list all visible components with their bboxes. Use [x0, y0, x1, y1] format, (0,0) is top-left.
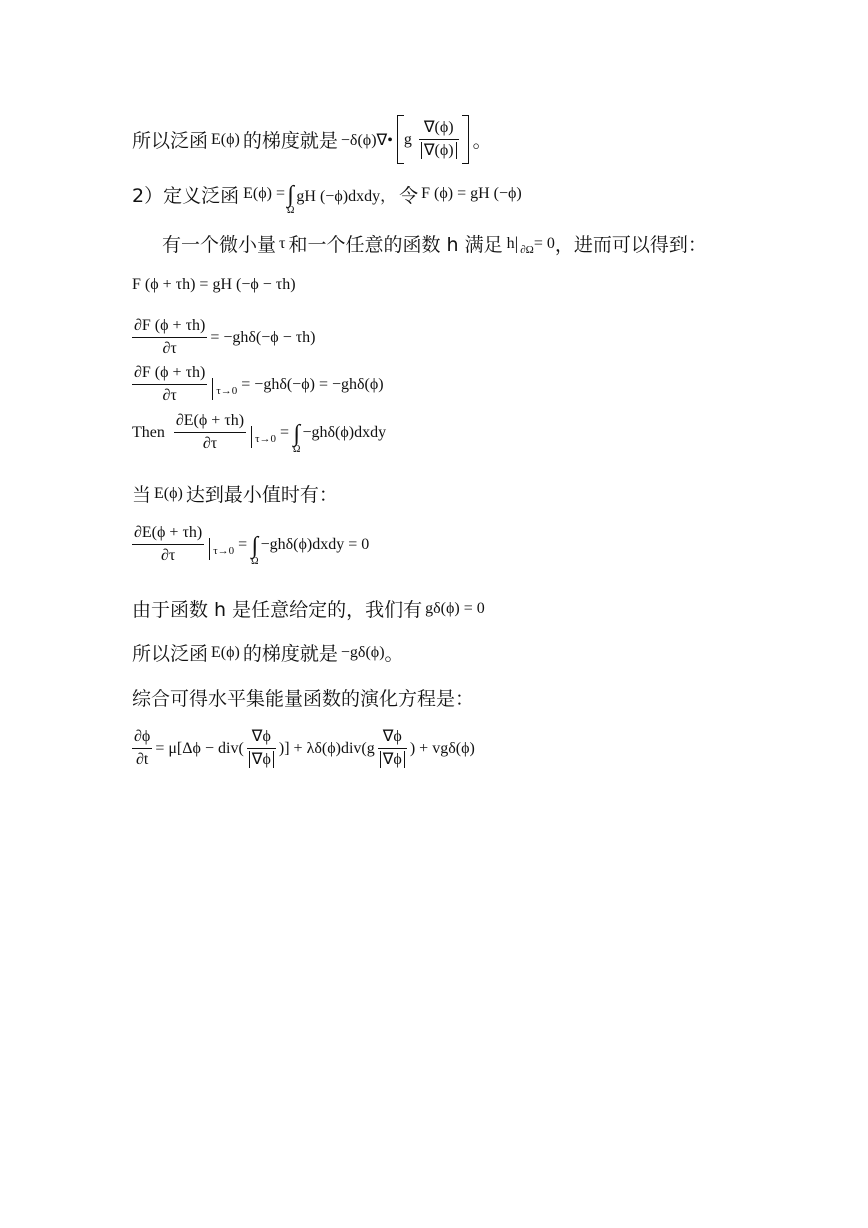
- numerator: ∂E(ϕ + τh): [134, 524, 203, 541]
- denominator: ∇(ϕ): [421, 142, 457, 159]
- denominator: ∇ϕ: [380, 751, 405, 768]
- evolution-equation: [132, 728, 475, 769]
- integral: ∫ Ω: [251, 532, 259, 567]
- math: = −ghδ(−ϕ − τh): [210, 328, 316, 346]
- equation-line-7: [132, 412, 386, 453]
- fraction: [378, 728, 407, 769]
- text: 。: [472, 130, 492, 152]
- denominator: ∂τ: [162, 340, 177, 357]
- math: = 0: [533, 234, 555, 252]
- math: E(ϕ): [211, 643, 240, 661]
- numerator: ∇(ϕ): [423, 119, 454, 136]
- denominator: ∂τ: [160, 547, 176, 564]
- math: E(ϕ): [154, 484, 183, 502]
- numerator: ∂F (ϕ + τh): [134, 317, 206, 334]
- math: =: [238, 535, 248, 553]
- text: 所以泛函: [132, 130, 209, 152]
- fraction: [132, 317, 207, 358]
- text-line-8: [132, 480, 338, 507]
- text: 所以泛函: [132, 643, 209, 665]
- math: −gδ(ϕ): [340, 643, 385, 661]
- numerator: ∂F (ϕ + τh): [134, 364, 206, 381]
- text: 的梯度就是: [242, 643, 338, 665]
- bracket-expression: [397, 115, 469, 164]
- math: τ: [279, 234, 286, 252]
- subscript: τ→0: [213, 544, 235, 557]
- fraction: [132, 728, 152, 769]
- subscript: τ→0: [255, 432, 277, 445]
- definition-line-2: [132, 178, 522, 216]
- numerator: ∂ϕ: [134, 728, 151, 745]
- subscript: ∂Ω: [520, 243, 534, 256]
- text: 有一个微小量: [162, 234, 277, 256]
- math: Then: [132, 423, 165, 441]
- math: gH (−ϕ)dxdy，: [296, 187, 397, 205]
- denominator: ∂t: [135, 751, 149, 768]
- math: ) + vgδ(ϕ): [409, 739, 475, 757]
- text-line-10: [132, 595, 485, 622]
- equation-line-9: [132, 524, 369, 565]
- integral: ∫ Ω: [293, 420, 301, 455]
- text: 的梯度就是: [242, 130, 338, 152]
- subscript: τ→0: [216, 384, 238, 397]
- text: 2）定义泛函: [132, 184, 240, 207]
- numerator: ∂E(ϕ + τh): [175, 412, 245, 429]
- text-line-11: [132, 639, 404, 666]
- numerator: ∇ϕ: [251, 728, 271, 745]
- math: g: [403, 130, 412, 148]
- text: 和一个任意的函数 h 满足: [288, 234, 503, 256]
- text: ，进而可以得到：: [554, 234, 707, 256]
- math: = μ[Δϕ − div(: [155, 739, 244, 757]
- math: h: [506, 234, 515, 252]
- denominator: ∇ϕ: [249, 751, 274, 768]
- fraction: [132, 524, 204, 565]
- math: −ghδ(ϕ)dxdy: [302, 423, 387, 441]
- math: =: [280, 423, 290, 441]
- text: 。: [384, 643, 404, 665]
- math: E(ϕ): [211, 130, 240, 148]
- fraction: [174, 412, 246, 453]
- gradient-line-1: [132, 115, 492, 164]
- integral: ∫ Ω: [286, 182, 295, 216]
- text: 综合可得水平集能量函数的演化方程是：: [132, 688, 475, 710]
- text: 令: [399, 184, 419, 207]
- fraction: [419, 119, 459, 160]
- fraction: [247, 728, 276, 769]
- math: E(ϕ) =: [243, 185, 285, 202]
- denominator: ∂τ: [202, 435, 218, 452]
- text: 由于函数 h 是任意给定的，我们有: [132, 599, 423, 621]
- numerator: ∇ϕ: [382, 728, 402, 745]
- math: )] + λδ(ϕ)div(g: [278, 739, 375, 757]
- denominator: ∂τ: [162, 387, 177, 404]
- math: F (ϕ + τh) = gH (−ϕ − τh): [132, 276, 296, 293]
- text: 当: [132, 484, 152, 506]
- math: gδ(ϕ) = 0: [425, 599, 485, 617]
- text: 达到最小值时有：: [185, 484, 338, 506]
- text-line-12: [132, 684, 474, 711]
- equation-line-6: [132, 364, 384, 405]
- math: −ghδ(ϕ)dxdy = 0: [260, 535, 370, 553]
- equation-line-4: [132, 276, 296, 294]
- math: F (ϕ) = gH (−ϕ): [421, 185, 522, 202]
- math: = −ghδ(−ϕ) = −ghδ(ϕ): [241, 375, 384, 393]
- math: −δ(ϕ)∇•: [340, 131, 393, 149]
- equation-line-5: [132, 317, 315, 358]
- fraction: [132, 364, 207, 405]
- condition-line-3: 有一个微小量 τ 和一个任意的函数 h 满足 h | ∂Ω = 0 ，进而可以得到：: [162, 230, 707, 257]
